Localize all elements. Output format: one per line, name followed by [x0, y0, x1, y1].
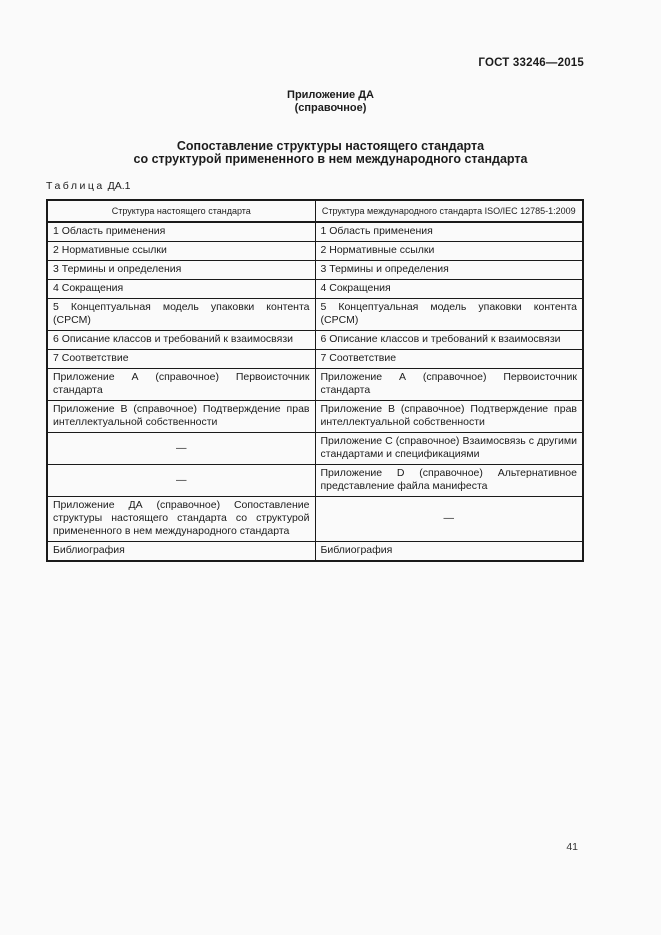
column-header-current-standard: Структура настоящего стандарта: [47, 200, 315, 222]
cell-right-empty: —: [315, 497, 583, 542]
appendix-label: Приложение ДА: [287, 89, 374, 101]
cell-left: Приложение В (справочное) Подтверждение прав интеллектуальной собственности: [47, 401, 315, 433]
table-row: [47, 242, 583, 261]
table-row: [47, 299, 583, 331]
table-row: [47, 369, 583, 401]
cell-left: 1 Область применения: [47, 222, 315, 242]
cell-left: Приложение А (справочное) Первоисточник стандарта: [47, 369, 315, 401]
cell-right: 1 Область применения: [315, 222, 583, 242]
table-row: [47, 542, 583, 562]
cell-right: 5 Концептуальная модель упаковки контента (CPCM): [315, 299, 583, 331]
cell-right: Приложение А (справочное) Первоисточник стандарта: [315, 369, 583, 401]
table-row: [47, 350, 583, 369]
document-title-line1: Сопоставление структуры настоящего стандарта: [176, 139, 485, 153]
cell-right: 2 Нормативные ссылки: [315, 242, 583, 261]
cell-left: 2 Нормативные ссылки: [47, 242, 315, 261]
cell-right: Приложение С (справочное) Взаимосвязь с другими стандартами и спецификациями: [315, 433, 583, 465]
document-title: [0, 140, 661, 165]
cell-left: 4 Сокращения: [47, 280, 315, 299]
cell-right: Приложение В (справочное) Подтверждение прав интеллектуальной собственности: [315, 401, 583, 433]
cell-left: 7 Соответствие: [47, 350, 315, 369]
appendix-heading: [0, 89, 661, 114]
cell-left-empty: —: [47, 465, 315, 497]
table-row: [47, 222, 583, 242]
cell-right: 6 Описание классов и требований к взаимосвязи: [315, 331, 583, 350]
cell-left-empty: —: [47, 433, 315, 465]
appendix-type: (справочное): [294, 101, 367, 114]
cell-right: Приложение D (справочное) Альтернативное представление файла манифеста: [315, 465, 583, 497]
table-row: [47, 280, 583, 299]
cell-left: Библиография: [47, 542, 315, 562]
table-row: [47, 401, 583, 433]
table-row: [47, 331, 583, 350]
table-header-row: [47, 200, 583, 222]
cell-right: 4 Сокращения: [315, 280, 583, 299]
comparison-table: [46, 199, 584, 562]
column-header-international-standard: Структура международного стандарта ISO/IEC 12785-1:2009: [315, 200, 583, 222]
cell-left: 6 Описание классов и требований к взаимосвязи: [47, 331, 315, 350]
table-row: [47, 465, 583, 497]
table-caption-word: Таблица: [46, 180, 105, 192]
cell-left: 5 Концептуальная модель упаковки контента (CPCM): [47, 299, 315, 331]
cell-right: Библиография: [315, 542, 583, 562]
cell-left: Приложение ДА (справочное) Сопоставление структуры настоящего стандарта со структурой примененного в нем международного стандарта: [47, 497, 315, 542]
table-row: [47, 497, 583, 542]
table-caption-number: ДА.1: [107, 180, 131, 192]
cell-left: 3 Термины и определения: [47, 261, 315, 280]
cell-right: 3 Термины и определения: [315, 261, 583, 280]
table-row: [47, 261, 583, 280]
table-row: [47, 433, 583, 465]
page-number: 41: [566, 841, 578, 853]
doc-number: ГОСТ 33246—2015: [478, 57, 584, 69]
table-caption: [46, 180, 130, 192]
document-title-line2: со структурой примененного в нем международного стандарта: [133, 151, 528, 166]
cell-right: 7 Соответствие: [315, 350, 583, 369]
